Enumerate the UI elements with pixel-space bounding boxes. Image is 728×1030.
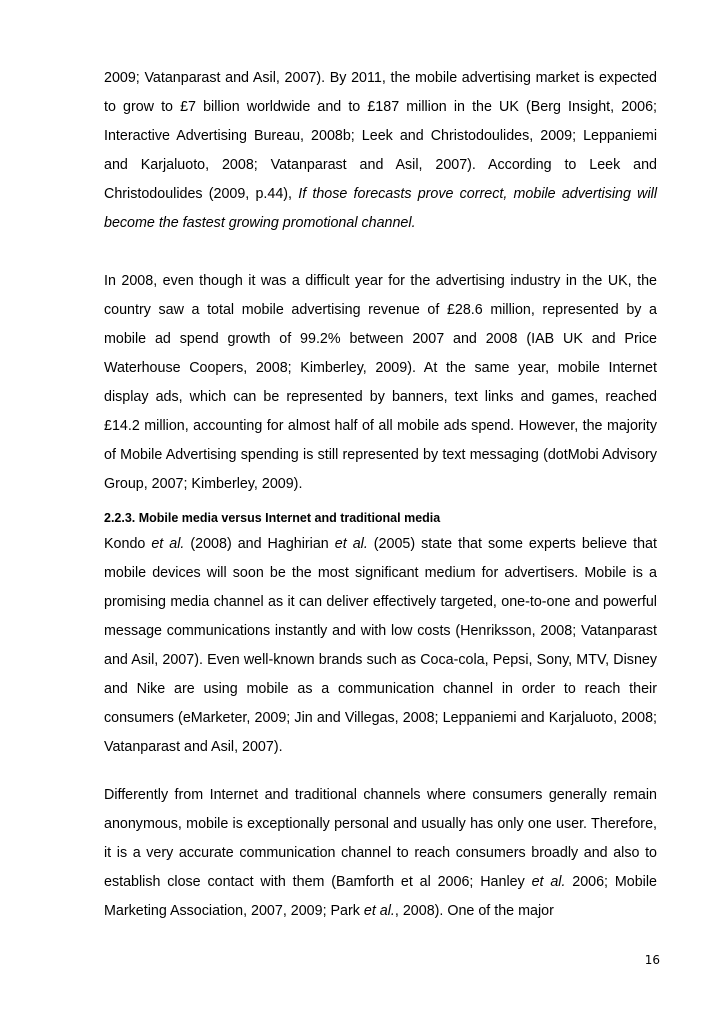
page-number: 16	[644, 953, 660, 967]
paragraph-4-part-2: 2006; Mobile Marketing Association, 2007, 2009; Park	[104, 874, 657, 919]
paragraph-3-part-2: (2008) and Haghirian	[184, 536, 335, 552]
paragraph-4	[104, 781, 657, 926]
section-heading: 2.2.3. Mobile media versus Internet and traditional media	[104, 511, 441, 525]
paragraph-1-quote: If those forecasts prove correct, mobile advertising will become the fastest growing promotional channel.	[104, 186, 658, 231]
paragraph-4-part-1: Differently from Internet and traditional channels where consumers generally remain anonymous, mobile is exceptionally personal and usually has only one user. Therefore, it is a very accurate communication channel to reach consumers broadly and also to establish close contact with them (Bamforth et al 2006; Hanley	[104, 787, 657, 890]
paragraph-4-etal-2: et al.	[363, 903, 395, 919]
paragraph-1	[104, 64, 657, 238]
paragraph-2: In 2008, even though it was a difficult year for the advertising industry in the UK, the country saw a total mobile advertising revenue of £28.6 million, represented by a mobile ad spend growth of 99.2% between 2007 and 2008 (IAB UK and Price Waterhouse Coopers, 2008; Kimberley, 2009). At the same year, mobile Internet display ads, which can be represented by banners, text links and games, reached £14.2 million, accounting for almost half of all mobile ads spend. However, the majority of Mobile Advertising spending is still represented by text messaging (dotMobi Advisory Group, 2007; Kimberley, 2009).	[104, 273, 657, 492]
paragraph-3-part-1: Kondo	[104, 536, 152, 552]
paragraph-3-part-3: (2005) state that some experts believe that mobile devices will soon be the most significant medium for advertisers. Mobile is a promising media channel as it can deliver effectively targeted, one-to-one and powerful message communications instantly and with low costs (Henriksson, 2008; Vatanparast and Asil, 2007). Even well-known brands such as Coca-cola, Pepsi, Sony, MTV, Disney and Nike are using mobile as a communication channel in order to reach their consumers (eMarketer, 2009; Jin and Villegas, 2008; Leppaniemi and Karjaluoto, 2008; Vatanparast and Asil, 2007).	[104, 536, 657, 755]
paragraph-4-part-3: , 2008). One of the major	[394, 903, 554, 919]
paragraph-3	[104, 530, 657, 762]
paragraph-3-etal-2: et al.	[334, 536, 368, 552]
paragraph-3-etal-1: et al.	[151, 536, 185, 552]
paragraph-1-text: 2009; Vatanparast and Asil, 2007). By 2011, the mobile advertising market is expected to grow to £7 billion worldwide and to £187 million in the UK (Berg Insight, 2006; Interactive Advertising Bureau, 2008b; Leek and Christodoulides, 2009; Leppaniemi and Karjaluoto, 2008; Vatanparast and Asil, 2007). According to Leek and Christodoulides (2009, p.44),	[104, 70, 657, 202]
paragraph-4-etal-1: et al.	[531, 874, 566, 890]
